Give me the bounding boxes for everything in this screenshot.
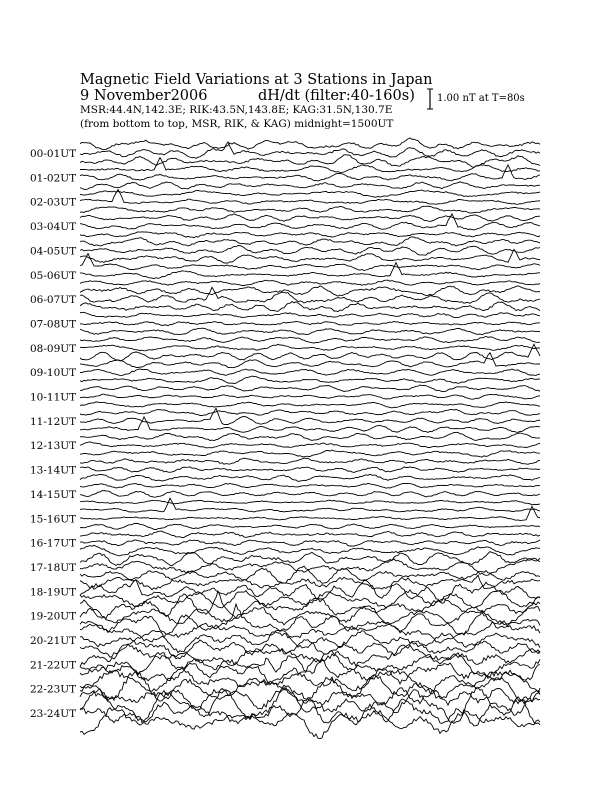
trace-rik-04-05ut bbox=[80, 246, 540, 256]
chart-title: Magnetic Field Variations at 3 Stations in Japan bbox=[80, 72, 433, 88]
trace-rik-00-01ut bbox=[80, 142, 540, 159]
hour-label: 20-21UT bbox=[30, 635, 77, 647]
trace-kag-09-10ut bbox=[80, 353, 540, 368]
trace-msr-05-06ut bbox=[80, 280, 540, 285]
hour-label: 07-08UT bbox=[30, 318, 77, 331]
trace-rik-14-15ut bbox=[80, 491, 540, 498]
trace-msr-10-11ut bbox=[80, 402, 540, 408]
trace-rik-02-03ut bbox=[80, 190, 540, 205]
trace-msr-09-10ut bbox=[80, 376, 540, 383]
trace-msr-18-19ut bbox=[80, 590, 540, 608]
trace-kag-15-16ut bbox=[80, 498, 540, 512]
trace-kag-21-22ut bbox=[80, 644, 540, 667]
trace-rik-19-20ut bbox=[80, 606, 540, 625]
trace-rik-12-13ut bbox=[80, 442, 540, 448]
trace-msr-12-13ut bbox=[80, 450, 540, 457]
trace-msr-07-08ut bbox=[80, 328, 540, 335]
hour-label: 23-24UT bbox=[30, 708, 77, 721]
trace-rik-06-07ut bbox=[80, 287, 540, 303]
trace-rik-13-14ut bbox=[80, 467, 540, 473]
trace-rik-03-04ut bbox=[80, 214, 540, 230]
trace-kag-02-03ut bbox=[80, 190, 540, 197]
trace-rik-10-11ut bbox=[80, 394, 540, 399]
hour-label: 18-19UT bbox=[30, 586, 77, 599]
trace-rik-16-17ut bbox=[80, 540, 540, 546]
trace-kag-06-07ut bbox=[80, 286, 540, 296]
trace-msr-02-03ut bbox=[80, 206, 540, 213]
trace-kag-13-14ut bbox=[80, 458, 540, 464]
trace-kag-12-13ut bbox=[80, 432, 540, 440]
hour-label: 11-12UT bbox=[30, 415, 77, 428]
trace-kag-01-02ut bbox=[80, 158, 540, 173]
trace-kag-17-18ut bbox=[80, 552, 540, 566]
trace-msr-15-16ut bbox=[80, 523, 540, 529]
hour-label: 15-16UT bbox=[30, 513, 77, 526]
traces bbox=[80, 138, 540, 739]
scale-label: 1.00 nT at T=80s bbox=[437, 93, 525, 104]
trace-kag-10-11ut bbox=[80, 385, 540, 392]
hour-label: 03-04UT bbox=[30, 221, 77, 234]
trace-rik-01-02ut bbox=[80, 165, 540, 181]
date-text: 9 November2006 bbox=[80, 88, 208, 104]
hour-label: 10-11UT bbox=[30, 391, 77, 404]
hour-label: 12-13UT bbox=[30, 440, 77, 453]
hour-label: 00-01UT bbox=[30, 148, 77, 160]
trace-rik-08-09ut bbox=[80, 344, 540, 351]
station-coordinates: MSR:44.4N,142.3E; RIK:43.5N,143.8E; KAG:31.5N,130.7E bbox=[80, 104, 393, 116]
trace-kag-11-12ut bbox=[80, 409, 540, 415]
trace-kag-03-04ut bbox=[80, 214, 540, 222]
filter-text: dH/dt (filter:40-160s) bbox=[258, 88, 415, 104]
trace-rik-07-08ut bbox=[80, 321, 540, 325]
trace-msr-17-18ut bbox=[80, 566, 540, 583]
trace-msr-13-14ut bbox=[80, 474, 540, 481]
hour-label: 17-18UT bbox=[30, 561, 77, 574]
hour-label: 06-07UT bbox=[30, 294, 77, 307]
hour-label: 13-14UT bbox=[30, 464, 77, 477]
hour-label: 09-10UT bbox=[30, 367, 77, 380]
hour-label: 04-05UT bbox=[30, 245, 77, 258]
trace-kag-08-09ut bbox=[80, 336, 540, 343]
trace-msr-04-05ut bbox=[80, 249, 540, 263]
trace-msr-08-09ut bbox=[80, 344, 540, 361]
hour-label: 08-09UT bbox=[30, 342, 77, 355]
trace-kag-14-15ut bbox=[80, 483, 540, 488]
hour-label: 19-20UT bbox=[30, 610, 77, 623]
trace-msr-11-12ut bbox=[80, 417, 540, 433]
station-order-note: (from bottom to top, MSR, RIK, & KAG) midnight=1500UT bbox=[80, 118, 394, 130]
hour-label: 21-22UT bbox=[30, 659, 77, 672]
trace-kag-04-05ut bbox=[80, 237, 540, 246]
hour-label: 22-23UT bbox=[30, 683, 77, 696]
trace-rik-11-12ut bbox=[80, 408, 540, 424]
hour-label: 05-06UT bbox=[30, 269, 77, 282]
hour-label: 02-03UT bbox=[30, 196, 77, 209]
trace-msr-01-02ut bbox=[80, 182, 540, 190]
trace-msr-00-01ut bbox=[80, 155, 540, 168]
trace-msr-03-04ut bbox=[80, 232, 540, 238]
trace-kag-00-01ut bbox=[80, 138, 540, 150]
hour-label: 16-17UT bbox=[30, 537, 77, 550]
trace-msr-19-20ut bbox=[80, 604, 540, 634]
trace-msr-16-17ut bbox=[80, 545, 540, 556]
hour-label: 01-02UT bbox=[30, 172, 77, 185]
trace-rik-09-10ut bbox=[80, 369, 540, 376]
hour-labels bbox=[30, 148, 76, 720]
trace-kag-18-19ut bbox=[80, 575, 540, 590]
trace-kag-16-17ut bbox=[80, 531, 540, 537]
trace-msr-14-15ut bbox=[80, 500, 540, 505]
trace-kag-07-08ut bbox=[80, 312, 540, 317]
hour-label: 14-15UT bbox=[30, 488, 77, 501]
